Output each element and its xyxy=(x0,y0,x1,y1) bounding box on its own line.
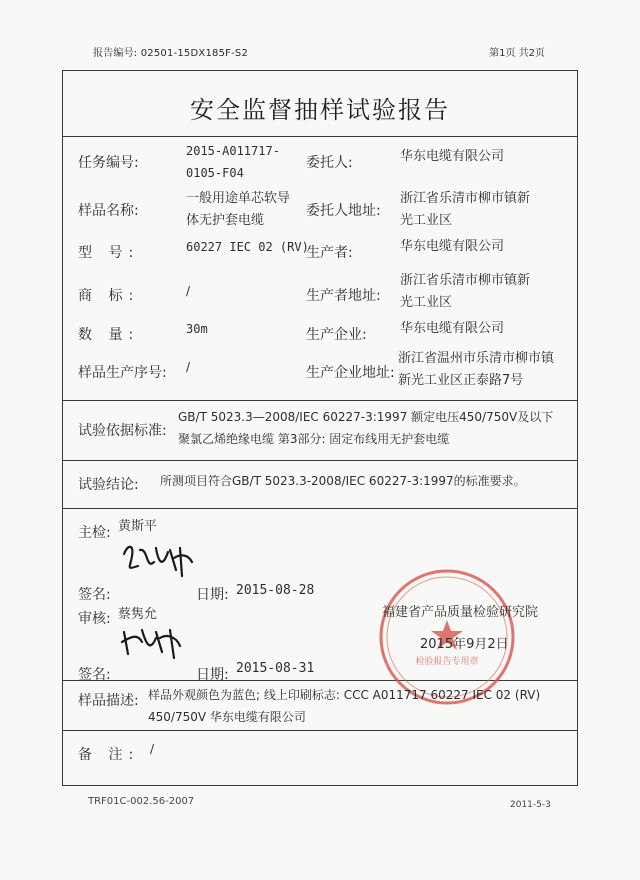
divider xyxy=(62,508,578,509)
description-value: 样品外观颜色为蓝色; 线上印刷标志: CCC A011717 60227 IEC 02 (RV) 450/750V 华东电缆有限公司 xyxy=(148,688,541,724)
inspector-signature xyxy=(118,540,198,582)
issue-date: 2015年9月2日 xyxy=(420,637,509,652)
institute-name: 福建省产品质量检验研究院 xyxy=(382,605,539,620)
task-no-label: 任务编号: xyxy=(78,155,139,171)
serial-value: / xyxy=(186,360,191,374)
enterprise-label: 生产企业: xyxy=(306,327,367,343)
date1-value: 2015-08-28 xyxy=(236,583,315,598)
model-label: 型 号: xyxy=(78,245,140,261)
producer-value: 华东电缆有限公司 xyxy=(400,239,505,254)
task-no-value: 2015-A011717-0105-F04 xyxy=(186,144,280,180)
client-address-label: 委托人地址: xyxy=(306,203,381,219)
enterprise-address-label: 生产企业地址: xyxy=(306,365,395,381)
quantity-value: 30m xyxy=(186,322,208,336)
model-value: 60227 IEC 02 (RV) xyxy=(186,240,309,254)
enterprise-address-value: 浙江省温州市乐清市柳市镇新光工业区正泰路7号 xyxy=(398,351,555,388)
producer-label: 生产者: xyxy=(306,245,353,261)
page-info: 第1页 共2页 xyxy=(489,48,545,59)
divider xyxy=(62,730,578,731)
form-version: 2011-5-3 xyxy=(510,800,551,810)
producer-address-label: 生产者地址: xyxy=(306,288,381,304)
serial-label: 样品生产序号: xyxy=(78,365,167,381)
producer-address-value: 浙江省乐清市柳市镇新光工业区 xyxy=(400,273,531,310)
divider xyxy=(62,400,578,401)
reviewer-signature xyxy=(118,622,188,662)
stamp-subtext: 检验报告专用章 xyxy=(415,657,479,667)
reviewer-name: 蔡隽允 xyxy=(118,607,158,622)
report-title: 安全监督抽样试验报告 xyxy=(190,96,450,124)
report-number: 报告编号: 02501-15DX185F-S2 xyxy=(93,48,249,59)
remarks-value: / xyxy=(150,742,155,756)
divider xyxy=(62,136,578,137)
brand-value: / xyxy=(186,284,191,298)
sample-name-label: 样品名称: xyxy=(78,203,139,219)
description-label: 样品描述: xyxy=(78,693,139,709)
reviewer-label: 审核: xyxy=(78,611,111,627)
divider xyxy=(62,460,578,461)
signature1-label: 签名: xyxy=(78,587,111,603)
enterprise-value: 华东电缆有限公司 xyxy=(400,321,505,336)
quantity-label: 数 量: xyxy=(78,327,140,343)
client-value: 华东电缆有限公司 xyxy=(400,149,505,164)
brand-label: 商 标: xyxy=(78,288,140,304)
basis-label: 试验依据标准: xyxy=(78,423,167,439)
date2-value: 2015-08-31 xyxy=(236,661,315,676)
signature2-label: 签名: xyxy=(78,667,111,683)
inspector-name: 黄斯平 xyxy=(118,519,158,534)
client-label: 委托人: xyxy=(306,155,353,171)
sample-name-value: 一般用途单芯软导体无护套电缆 xyxy=(186,191,291,228)
basis-value: GB/T 5023.3—2008/IEC 60227-3:1997 额定电压450/750V及以下聚氯乙烯绝缘电缆 第3部分: 固定布线用无护套电缆 xyxy=(178,410,554,446)
conclusion-label: 试验结论: xyxy=(78,477,139,493)
date2-label: 日期: xyxy=(196,667,229,683)
conclusion-value: 所测项目符合GB/T 5023.3-2008/IEC 60227-3:1997的标准要求。 xyxy=(160,474,526,488)
client-address-value: 浙江省乐清市柳市镇新光工业区 xyxy=(400,191,531,228)
remarks-label: 备 注: xyxy=(78,747,140,763)
date1-label: 日期: xyxy=(196,587,229,603)
form-number: TRF01C-002.56-2007 xyxy=(88,796,195,807)
inspector-label: 主检: xyxy=(78,525,111,541)
